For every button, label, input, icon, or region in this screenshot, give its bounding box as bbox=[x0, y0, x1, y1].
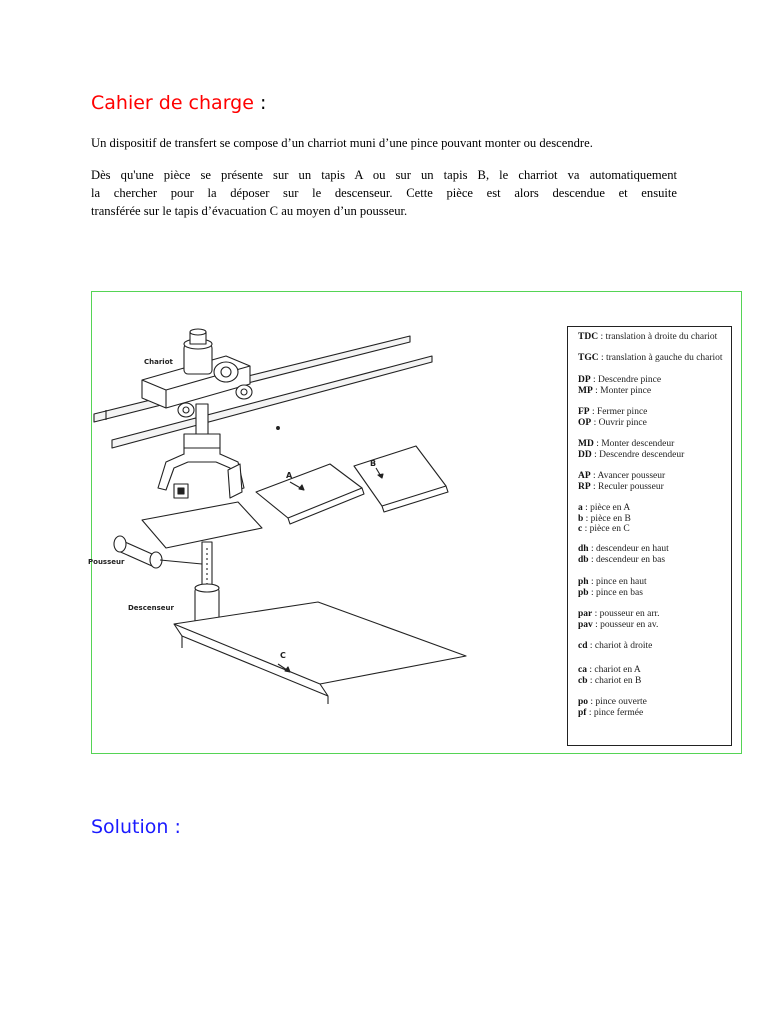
legend-text: : pousseur en arr. bbox=[592, 609, 660, 619]
legend-text: : pince en bas bbox=[588, 587, 643, 598]
legend-code: DP bbox=[578, 375, 591, 385]
legend-text: : pousseur en av. bbox=[592, 619, 659, 630]
legend-text: : Reculer pousseur bbox=[590, 481, 664, 492]
legend-entry bbox=[578, 555, 730, 566]
legend-code: ph bbox=[578, 577, 589, 587]
legend-text: : pince ouverte bbox=[588, 697, 647, 707]
label-tapis-c: C bbox=[280, 651, 286, 660]
legend-text: : pièce en A bbox=[582, 503, 631, 513]
legend-text: : pièce en C bbox=[582, 524, 630, 534]
legend-text: : Descendre pince bbox=[590, 375, 662, 385]
legend-entry bbox=[578, 514, 730, 525]
legend-code: cd bbox=[578, 641, 588, 651]
legend-code: b bbox=[578, 513, 584, 524]
legend-text: : pince en haut bbox=[588, 577, 647, 587]
cahier-de-charge-heading bbox=[91, 90, 266, 116]
legend-entry bbox=[578, 418, 730, 429]
tapis-a bbox=[256, 464, 362, 518]
legend-text: : descendeur en haut bbox=[588, 544, 669, 554]
cahier-title-colon: : bbox=[253, 92, 267, 114]
legend-text: : pince fermée bbox=[586, 707, 644, 718]
legend-code: RP bbox=[578, 481, 591, 492]
legend-code: MP bbox=[578, 385, 593, 396]
legend-code: c bbox=[578, 524, 583, 534]
legend-code: TDC bbox=[578, 332, 599, 342]
legend-code: dh bbox=[578, 544, 589, 554]
legend-entry bbox=[578, 609, 730, 620]
label-pousseur: Pousseur bbox=[88, 558, 125, 566]
legend-entry bbox=[578, 482, 730, 493]
legend-code: FP bbox=[578, 407, 590, 417]
cahier-title-text: Cahier de charge bbox=[91, 92, 254, 114]
legend-entry bbox=[578, 577, 730, 588]
legend-entry bbox=[578, 588, 730, 599]
paragraph-line-3: transférée sur le tapis d’évacuation C au moyen d’un pousseur. bbox=[91, 204, 408, 218]
legend-entry bbox=[578, 386, 730, 397]
legend-text: : descendeur en bas bbox=[588, 554, 666, 565]
legend-text: : Ouvrir pince bbox=[591, 417, 647, 428]
legend-code: pf bbox=[578, 707, 587, 718]
legend-text: : Monter pince bbox=[592, 385, 652, 396]
legend-code: AP bbox=[578, 471, 591, 481]
legend-code: db bbox=[578, 554, 589, 565]
legend-code: cb bbox=[578, 675, 588, 686]
legend-entry bbox=[578, 375, 730, 386]
legend-code: OP bbox=[578, 417, 592, 428]
label-descenseur: Descenseur bbox=[128, 604, 174, 612]
paragraph-fonctionnement bbox=[91, 166, 677, 220]
legend-code: MD bbox=[578, 439, 594, 449]
legend-entry bbox=[578, 450, 730, 461]
legend-text: : chariot en B bbox=[587, 675, 642, 686]
paragraph-dispositif: Un dispositif de transfert se compose d’un charriot muni d’une pince pouvant monter ou descendre. bbox=[91, 136, 593, 150]
legend-code: po bbox=[578, 697, 589, 707]
legend-entry bbox=[578, 407, 730, 418]
legend-text: : translation à gauche du chariot bbox=[598, 353, 723, 363]
legend-text: : chariot à droite bbox=[587, 641, 653, 651]
legend-entry bbox=[578, 332, 730, 343]
legend-entry bbox=[578, 620, 730, 631]
legend-code: ca bbox=[578, 665, 587, 675]
legend-text: : Fermer pince bbox=[589, 407, 648, 417]
legend-text: : Monter descendeur bbox=[593, 439, 675, 449]
legend-code: a bbox=[578, 503, 583, 513]
legend-code: TGC bbox=[578, 353, 599, 363]
legend-entry bbox=[578, 697, 730, 708]
legend-code: pb bbox=[578, 587, 589, 598]
legend-text: : chariot en A bbox=[586, 665, 641, 675]
legend-code: par bbox=[578, 609, 593, 619]
paragraph-line-2: la chercher pour la déposer sur le descenseur. Cette pièce est alors descendue et ensuite bbox=[91, 186, 677, 200]
legend-entry bbox=[578, 439, 730, 450]
descenseur-platform bbox=[142, 502, 262, 548]
legend-text: : Avancer pousseur bbox=[590, 471, 666, 481]
gripper-rod bbox=[196, 404, 208, 434]
legend-code: DD bbox=[578, 449, 592, 460]
legend-entry bbox=[578, 676, 730, 687]
legend-text: : Descendre descendeur bbox=[591, 449, 685, 460]
legend-entry bbox=[578, 353, 730, 364]
legend-entry bbox=[578, 544, 730, 555]
legend-box bbox=[567, 326, 732, 746]
legend-entry bbox=[578, 503, 730, 514]
legend-entry bbox=[578, 471, 730, 482]
label-tapis-b: B bbox=[370, 459, 377, 468]
paragraph-line-1: Dès qu'une pièce se présente sur un tapis A ou sur un tapis B, le charriot va automatiquement bbox=[91, 168, 677, 182]
legend-text: : translation à droite du chariot bbox=[598, 332, 718, 342]
label-tapis-a: A bbox=[286, 471, 293, 480]
legend-entry bbox=[578, 708, 730, 719]
legend-code: pav bbox=[578, 619, 593, 630]
label-chariot: Chariot bbox=[144, 358, 173, 366]
legend-entry bbox=[578, 665, 730, 676]
solution-heading: Solution : bbox=[91, 816, 181, 838]
legend-entry bbox=[578, 524, 730, 535]
legend-text: : pièce en B bbox=[583, 513, 631, 524]
legend-entry bbox=[578, 641, 730, 652]
